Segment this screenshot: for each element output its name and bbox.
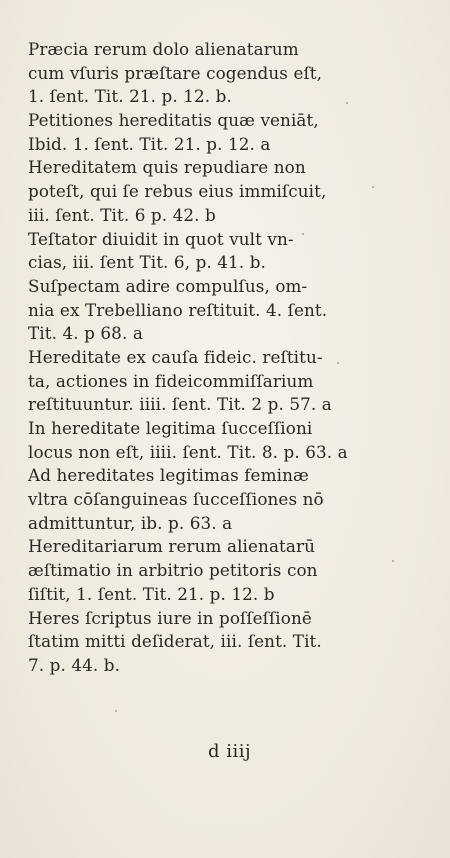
text-line: Petitiones hereditatis quæ veniāt, <box>28 110 319 131</box>
text-line: cias, iii. ſent Tit. 6, p. 41. b. <box>28 252 266 273</box>
text-line: iii. ſent. Tit. 6 p. 42. b <box>28 204 216 225</box>
text-line: vltra cōſanguineas ſucceſſiones nō <box>28 489 324 510</box>
text-line: cum vſuris præſtare cogendus eſt, <box>28 62 323 83</box>
text-line: Hereditariarum rerum alienatarū <box>28 536 316 557</box>
text-line: nia ex Trebelliano reſtituit. 4. ſent. <box>28 299 328 320</box>
text-line: admittuntur, ib. p. 63. a <box>28 512 233 533</box>
text-line: In hereditate legitima ſucceſſioni <box>28 418 313 438</box>
text-line: 1. ſent. Tit. 21. p. 12. b. <box>28 86 232 107</box>
text-line: poteſt, qui ſe rebus eius immiſcuit, <box>28 181 327 202</box>
text-line: ſtatim mitti deſiderat, iii. ſent. Tit. <box>28 631 322 652</box>
text-line: Hereditatem quis repudiare non <box>28 157 306 178</box>
text-line: Ad hereditates legitimas feminæ <box>28 465 309 486</box>
text-line: Hereditate ex cauſa fideic. reſtitu- <box>28 346 323 367</box>
text-line: Præcia rerum dolo alienatarum <box>28 39 299 59</box>
text-line: Suſpectam adire compulſus, om- <box>28 275 308 296</box>
text-line: Tit. 4. p 68. a <box>28 323 143 344</box>
text-line: ſiſtit, 1. ſent. Tit. 21. p. 12. b <box>28 583 275 604</box>
text-line: Heres ſcriptus iure in poſſeſſionē <box>28 607 312 628</box>
text-line: 7. p. 44. b. <box>28 654 121 675</box>
text-line: Teſtator diuidit in quot vult vn- <box>28 228 294 249</box>
text-line: æſtimatio in arbitrio petitoris con <box>28 560 318 581</box>
signature-mark: d iiij <box>208 741 252 762</box>
index-text-block <box>28 38 358 678</box>
text-line: locus non eſt, iiii. ſent. Tit. 8. p. 63. a <box>28 441 348 462</box>
text-line: ta, actiones in fideicommiſſarium <box>28 370 314 391</box>
text-line: reſtituuntur. iiii. ſent. Tit. 2 p. 57. a <box>28 394 332 415</box>
text-line: Ibid. 1. ſent. Tit. 21. p. 12. a <box>28 133 271 154</box>
